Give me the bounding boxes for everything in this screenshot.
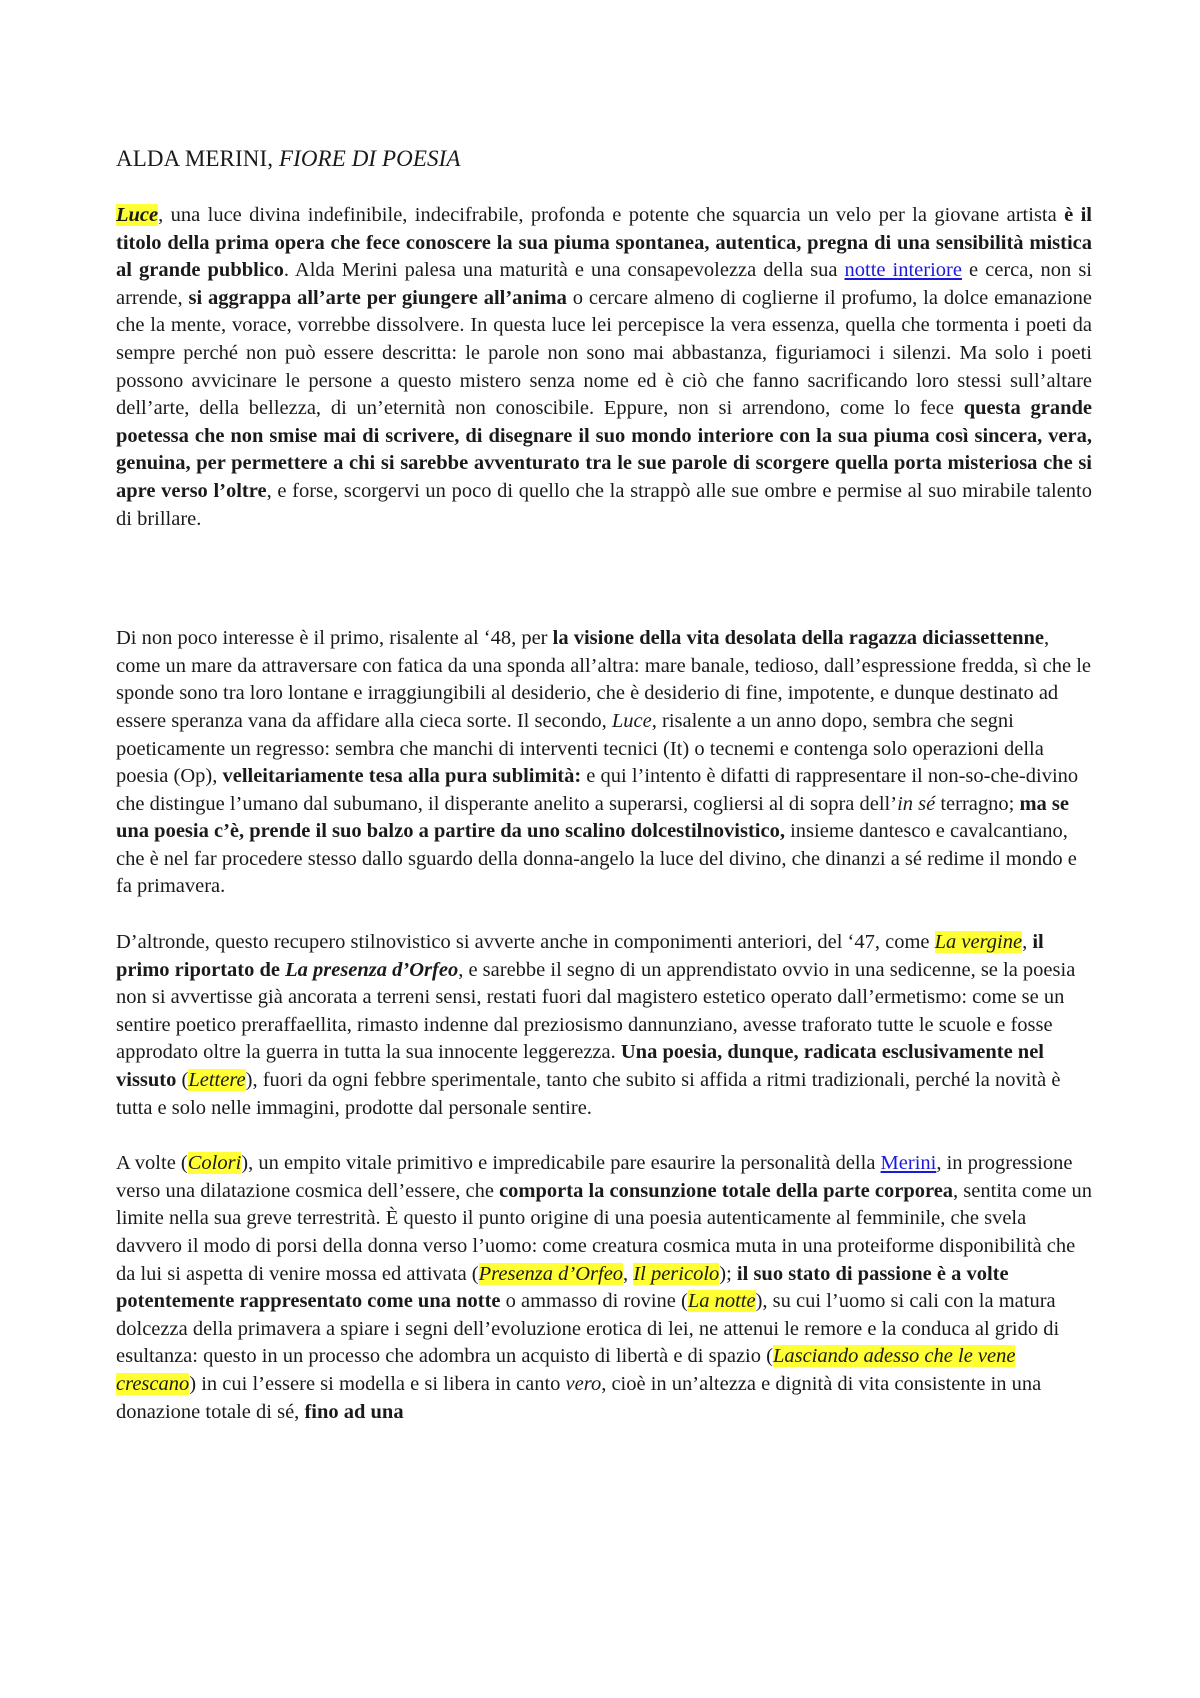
- document-title: [116, 146, 1092, 172]
- highlight-il-pericolo: Il pericolo: [633, 1262, 720, 1285]
- title-author: ALDA MERINI,: [116, 146, 279, 171]
- highlight-la-vergine: La vergine: [934, 931, 1023, 954]
- highlight-colori: Colori: [187, 1152, 242, 1175]
- paragraph-3: D’altronde, questo recupero stilnovistico si avverte anche in componimenti anteriori, del ‘47, come La vergine, il primo riportato de La presenza d’Orfeo, e sarebbe il segno di un apprendistato ovvio in una sedicenne, se la poesia non si avvertisse già ancorata a terreni sensi, restati fuori dal magistero estetico operato dall’ermetismo: come se un sentire poetico preraffaellita, rimasto indenne dal preziosismo dannunziano, avesse traforato tutte le scuole e fosse approdato oltre la guerra in tutta la sua innocente leggerezza. Una poesia, dunque, radicata esclusivamente nel vissuto (Lettere), fuori da ogni febbre sperimentale, tanto che subito si affida a ritmi tradizionali, perché la novità è tutta e solo nelle immagini, prodotte dal personale sentire.: [116, 931, 1076, 1119]
- link-notte-interiore[interactable]: notte interiore: [844, 259, 962, 282]
- paragraph-4: A volte (Colori), un empito vitale primitivo e impredicabile pare esaurire la personalità della Merini, in progressione verso una dilatazione cosmica dell’essere, che comporta la consunzione totale della parte corporea, sentita come un limite nella sua greve terrestrità. È questo il punto origine di una poesia autenticamente al femminile, che svela davvero il modo di porsi della donna verso l’uomo: come creatura cosmica muta in una proteiforme disponibilità che da lui si aspetta di venire mossa ed attivata (Presenza d’Orfeo, Il pericolo); il suo stato di passione è a volte potentemente rappresentato come una notte o ammasso di rovine (La notte), su cui l’uomo si cali con la matura dolcezza della primavera a spiare i segni dell’evoluzione erotica di lei, ne attenui le remore e la conduca al grido di esultanza: questo in un processo che adombra un acquisto di libertà e di spazio (Lasciando adesso che le vene crescano) in cui l’essere si modella e si libera in canto vero, cioè in un’altezza e dignità di vita consistente in una donazione totale di sé, fino ad una: [116, 1152, 1092, 1423]
- paragraph-2: Di non poco interesse è il primo, risalente al ‘48, per la visione della vita desolata della ragazza diciassettenne, come un mare da attraversare con fatica da una sponda all’altra: mare banale, tedioso, dall’espressione fredda, sì che le sponde sono tra loro lontane e irraggiungibili al desiderio, che è desiderio di fine, impotente, e dunque destinato ad essere speranza vana da affidare alla cieca sorte. Il secondo, Luce, risalente a un anno dopo, sembra che segni poeticamente un regresso: sembra che manchi di interventi tecnici (It) o tecnemi e contenga solo operazioni della poesia (Op), velleitariamente tesa alla pura sublimità: e qui l’intento è difatti di rappresentare il non-so-che-divino che distingue l’umano dal subumano, il disperante anelito a superarsi, cogliersi al di sopra dell’in sé terragno; ma se una poesia c’è, prende il suo balzo a partire da uno scalino dolcestilnovistico, insieme dantesco e cavalcantiano, che è nel far procedere stesso dallo sguardo della donna-angelo la luce del divino, che dinanzi a sé redime il mondo e fa primavera.: [116, 627, 1092, 898]
- link-merini[interactable]: Merini: [880, 1152, 937, 1175]
- document-page: [116, 146, 1092, 1426]
- highlight-lasciando-adesso: Lasciando adesso che le vene crescano: [116, 1345, 1016, 1395]
- paragraph-1: Luce, una luce divina indefinibile, indecifrabile, profonda e potente che squarcia un velo per la giovane artista è il titolo della prima opera che fece conoscere la sua piuma spontanea, autentica, pregna di una sensibilità mistica al grande pubblico. Alda Merini palesa una maturità e una consapevolezza della sua notte interiore e cerca, non si arrende, si aggrappa all’arte per giungere all’anima o cercare almeno di coglierne il profumo, la dolce emanazione che la mente, vorace, vorrebbe dissolvere. In questa luce lei percepisce la vera essenza, quella che tormenta i poeti da sempre perché non può essere descritta: le parole non sono mai abbastanza, figuriamoci i silenzi. Ma solo i poeti possono avvicinare le persone a questo mistero senza nome ed è ciò che fanno sacrificando loro stessi sull’altare dell’arte, della bellezza, di un’eternità non conoscibile. Eppure, non si arrendono, come lo fece questa grande poetessa che non smise mai di scrivere, di disegnare il suo mondo interiore con la sua piuma così sincera, vera, genuina, per permettere a chi si sarebbe avventurato tra le sue parole di scorgere quella porta misteriosa che si apre verso l’oltre, e forse, scorgervi un poco di quello che la strappò alle sue ombre e permise al suo mirabile talento di brillare.: [116, 204, 1092, 530]
- highlight-la-notte: La notte: [687, 1290, 756, 1313]
- highlight-luce: Luce: [116, 204, 159, 226]
- highlight-lettere: Lettere: [188, 1069, 246, 1092]
- highlight-presenza-dorfeo: Presenza d’Orfeo: [478, 1262, 624, 1285]
- title-work: FIORE DI POESIA: [278, 146, 461, 171]
